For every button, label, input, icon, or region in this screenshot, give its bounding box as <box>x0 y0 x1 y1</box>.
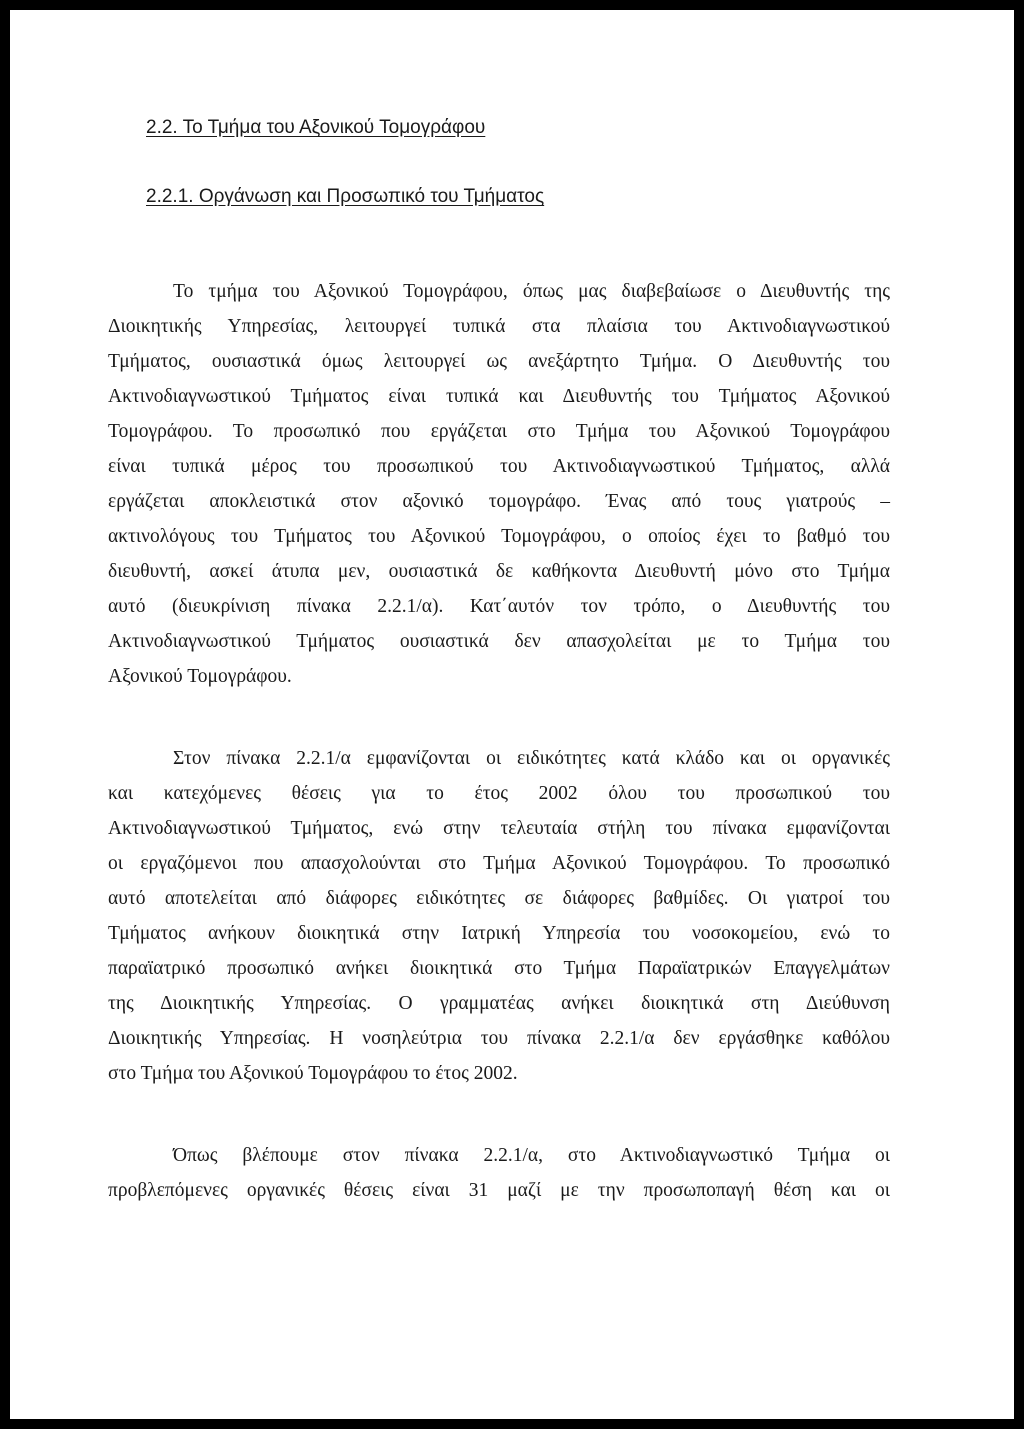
paragraph-line: Τομογράφου. Το προσωπικό που εργάζεται στο Τμήμα του Αξονικού Τομογράφου <box>108 421 890 442</box>
paragraph-line: προβλεπόμενες οργανικές θέσεις είναι 31 μαζί με την προσωποπαγή θέση και οι <box>108 1180 890 1201</box>
paragraph-line: αυτό (διευκρίνιση πίνακα 2.2.1/α). Κατ΄αυτόν τον τρόπο, ο Διευθυντής του <box>108 596 890 617</box>
paragraph-line: στο Τμήμα του Αξονικού Τομογράφου το έτος 2002. <box>108 1063 518 1084</box>
paragraph-line: αυτό αποτελείται από διάφορες ειδικότητες σε διάφορες βαθμίδες. Οι γιατροί του <box>108 888 890 909</box>
paragraph-line: Διοικητικής Υπηρεσίας, λειτουργεί τυπικά στα πλαίσια του Ακτινοδιαγνωστικού <box>108 316 890 337</box>
paragraph-line: εργάζεται αποκλειστικά στον αξονικό τομογράφο. Ένας από τους γιατρούς – <box>108 491 890 512</box>
paragraph-line: και κατεχόμενες θέσεις για το έτος 2002 όλου του προσωπικού του <box>108 783 890 804</box>
paragraph-line: οι εργαζόμενοι που απασχολούνται στο Τμήμα Αξονικού Τομογράφου. Το προσωπικό <box>108 853 890 874</box>
paragraph-line: Διοικητικής Υπηρεσίας. Η νοσηλεύτρια του πίνακα 2.2.1/α δεν εργάσθηκε καθόλου <box>108 1028 890 1049</box>
paragraph-line: Στον πίνακα 2.2.1/α εμφανίζονται οι ειδικότητες κατά κλάδο και οι οργανικές <box>173 748 890 769</box>
paragraph-line: παραϊατρικό προσωπικό ανήκει διοικητικά στο Τμήμα Παραϊατρικών Επαγγελμάτων <box>108 958 890 979</box>
paragraph-line: Αξονικού Τομογράφου. <box>108 666 292 687</box>
paragraph-line: διευθυντή, ασκεί άτυπα μεν, ουσιαστικά δε καθήκοντα Διευθυντή μόνο στο Τμήμα <box>108 561 890 582</box>
paragraph-line: Ακτινοδιαγνωστικού Τμήματος ουσιαστικά δεν απασχολείται με το Τμήμα του <box>108 631 890 652</box>
paragraph-line: Το τμήμα του Αξονικού Τομογράφου, όπως μας διαβεβαίωσε ο Διευθυντής της <box>173 281 890 302</box>
paragraph-line: Τμήματος, ουσιαστικά όμως λειτουργεί ως ανεξάρτητο Τμήμα. Ο Διευθυντής του <box>108 351 890 372</box>
paragraph-line: Ακτινοδιαγνωστικού Τμήματος είναι τυπικά και Διευθυντής του Τμήματος Αξονικού <box>108 386 890 407</box>
subsection-heading: 2.2.1. Οργάνωση και Προσωπικό του Τμήματος <box>146 186 545 207</box>
paragraph-line: Ακτινοδιαγνωστικού Τμήματος, ενώ στην τελευταία στήλη του πίνακα εμφανίζονται <box>108 818 890 839</box>
paragraph-line: Όπως βλέπουμε στον πίνακα 2.2.1/α, στο Ακτινοδιαγνωστικό Τμήμα οι <box>173 1145 890 1166</box>
section-heading: 2.2. Το Τμήμα του Αξονικού Τομογράφου <box>146 117 486 138</box>
paragraph-line: της Διοικητικής Υπηρεσίας. Ο γραμματέας ανήκει διοικητικά στη Διεύθυνση <box>108 993 890 1014</box>
document-page <box>10 10 1014 1419</box>
paragraph-line: Τμήματος ανήκουν διοικητικά στην Ιατρική Υπηρεσία του νοσοκομείου, ενώ το <box>108 923 890 944</box>
paragraph-line: είναι τυπικά μέρος του προσωπικού του Ακτινοδιαγνωστικού Τμήματος, αλλά <box>108 456 890 477</box>
paragraph-line: ακτινολόγους του Τμήματος του Αξονικού Τομογράφου, ο οποίος έχει το βαθμό του <box>108 526 890 547</box>
